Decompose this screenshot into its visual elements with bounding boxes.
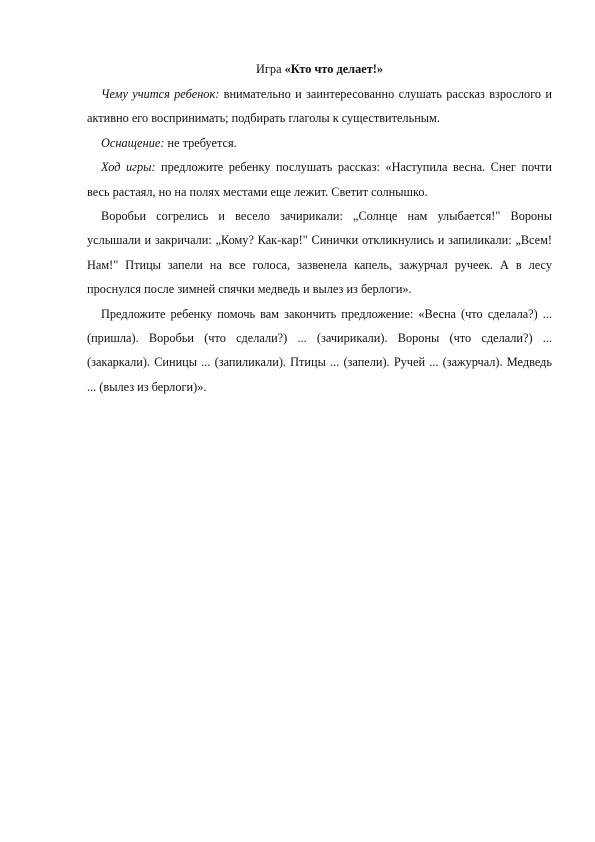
document-page (87, 60, 552, 399)
title-prefix: Игра (256, 62, 285, 76)
label-learns: Чему учится ребенок: (101, 87, 220, 101)
document-title (87, 60, 552, 78)
text-equipment: не требуется. (164, 135, 237, 150)
text-process: предложите ребенку послушать рассказ: «Наступила весна. Снег почти весь растаял, но на полях местами еще лежит. Светит солнышко. (87, 160, 552, 199)
paragraph-equipment (87, 131, 552, 155)
label-process: Ход игры: (101, 160, 156, 175)
paragraph-task: Предложите ребенку помочь вам закончить предложение: «Весна (что сделала?) ... (пришла). Воробьи (что сделали?) ... (зачирикали). Вороны (что сделали?) ... (закаркали). Синицы ... (запиликали). Птицы ... (запели). Ручей ... (зажурчал). Медведь ... (вылез из берлоги)». (87, 306, 552, 394)
paragraph-learns (87, 82, 552, 131)
paragraph-process (87, 155, 552, 204)
text-learns: внимательно и заинтересованно слушать рассказ взрослого и активно его воспринимать; подбирать глаголы к существительным. (87, 87, 552, 126)
title-game-name: «Кто что делает!» (284, 62, 383, 76)
paragraph-story: Воробьи согрелись и весело зачирикали: „Солнце нам улыбается!" Вороны услышали и закричали: „Кому? Как-кар!" Синички откликнулись и запиликали: „Всем! Нам!" Птицы запели на все голоса, зазвенела капель, зажурчал ручеек. А в лесу проснулся после зимней спячки медведь и вылез из берлоги». (87, 209, 552, 297)
label-equipment: Оснащение: (101, 135, 165, 150)
